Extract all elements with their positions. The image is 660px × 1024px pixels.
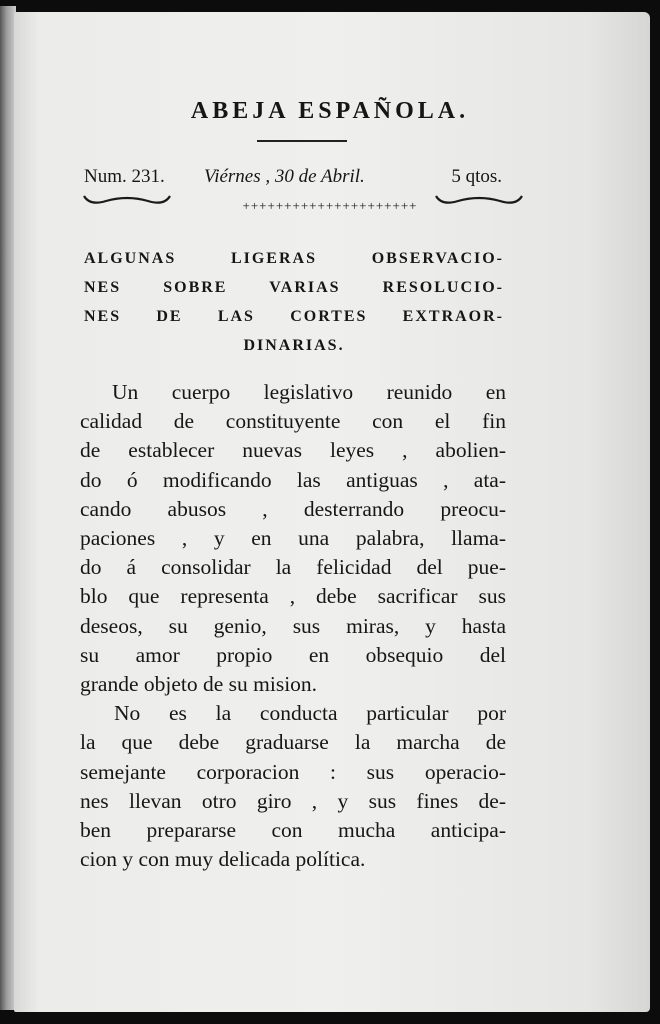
- article-headline: [84, 244, 504, 360]
- ornament-rule: +++++++++++++++++++++: [242, 198, 418, 213]
- body-line: la que debe graduarse la marcha de: [80, 730, 506, 755]
- body-line: su amor propio en obsequio del: [80, 642, 506, 667]
- headline-line: ALGUNAS LIGERAS OBSERVACIO-: [84, 250, 504, 267]
- body-line: de establecer nuevas leyes , abolien-: [80, 438, 506, 463]
- headline-line: NES SOBRE VARIAS RESOLUCIO-: [84, 279, 504, 296]
- body-line: Un cuerpo legislativo reunido en: [112, 380, 506, 404]
- issue-price: 5 qtos.: [451, 166, 502, 187]
- headline-line: NES DE LAS CORTES EXTRAOR-: [84, 308, 504, 325]
- body-line: calidad de constituyente con el fin: [80, 409, 506, 434]
- masthead-rule: [257, 140, 347, 142]
- body-line: ben prepararse con mucha anticipa-: [80, 818, 506, 843]
- issue-number: Num. 231.: [84, 166, 165, 187]
- body-line: nes llevan otro giro , y sus fines de-: [80, 788, 506, 813]
- body-line: paciones , y en una palabra, llama-: [80, 526, 506, 551]
- body-line: No es la conducta particular por: [114, 701, 506, 726]
- body-line: grande objeto de su mision.: [80, 672, 318, 697]
- body-line: cando abusos , desterrando preocu-: [80, 496, 506, 521]
- masthead-title: ABEJA ESPAÑOLA.: [190, 98, 470, 124]
- body-line: deseos, su genio, sus miras, y hasta: [80, 613, 506, 638]
- body-line: do ó modificando las antiguas , ata-: [80, 467, 506, 492]
- body-line: do á consolidar la felicidad del pue-: [80, 555, 506, 580]
- issue-line: [84, 166, 502, 192]
- article-body: [80, 378, 506, 874]
- headline-line: DINARIAS.: [243, 337, 345, 354]
- issue-date: Viérnes , 30 de Abril.: [204, 166, 365, 187]
- body-line: cion y con muy delicada política.: [80, 847, 366, 872]
- body-line: blo que representa , debe sacrificar sus: [80, 584, 506, 609]
- body-line: semejante corporacion : sus operacio-: [80, 759, 506, 784]
